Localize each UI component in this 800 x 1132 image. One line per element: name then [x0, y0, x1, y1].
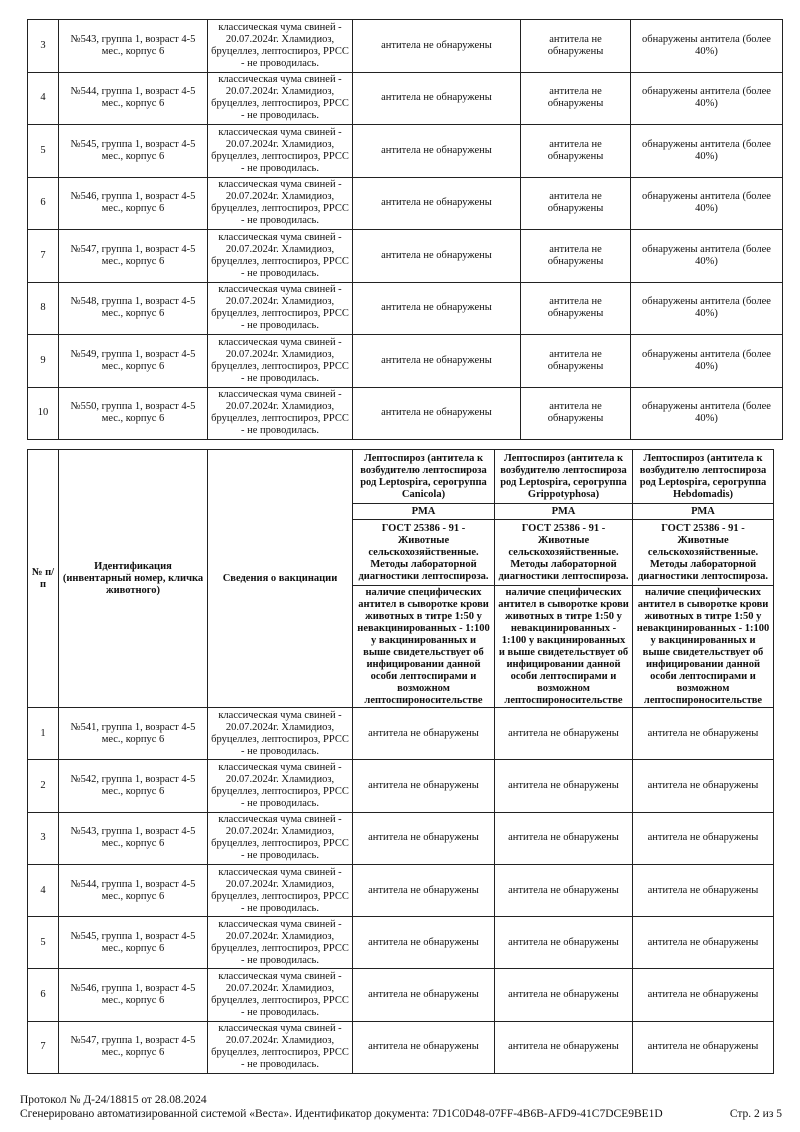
result-cell: антитела не обнаружены	[353, 1021, 495, 1073]
result-cell: антитела не обнаружены	[633, 969, 774, 1021]
animal-identification: №545, группа 1, возраст 4-5 мес., корпус 6	[59, 125, 208, 178]
row-number: 7	[28, 1021, 59, 1073]
animal-identification: №548, группа 1, возраст 4-5 мес., корпус 6	[59, 282, 208, 335]
header-gost: ГОСТ 25386 - 91 - Животные сельскохозяйственные. Методы лабораторной диагностики лептоспироза.	[353, 520, 495, 586]
header-test-title: Лептоспироз (антитела к возбудителю лептоспироза род Leptospira, серогруппа Grippotyphosa)	[495, 450, 633, 504]
animal-identification: №547, группа 1, возраст 4-5 мес., корпус 6	[59, 1021, 208, 1073]
header-norm: наличие специфических антител в сыворотке крови животных в титре 1:50 у невакцинированных - 1:100 у вакцинированных и выше свидетельствует об инфицировании данной особи лептоспирами и возможном лептоспироносительстве	[495, 586, 633, 708]
animal-identification: №549, группа 1, возраст 4-5 мес., корпус 6	[59, 335, 208, 388]
table-row	[28, 230, 783, 283]
row-number: 3	[28, 20, 59, 73]
result-cell: антитела не обнаружены	[495, 812, 633, 864]
table-row	[28, 387, 783, 440]
table-row	[28, 760, 774, 812]
vaccination-info: классическая чума свиней - 20.07.2024г. Хламидиоз, бруцеллез, лептоспироз, РРСС - не проводилась.	[208, 282, 353, 335]
row-number: 7	[28, 230, 59, 283]
animal-identification: №544, группа 1, возраст 4-5 мес., корпус 6	[59, 72, 208, 125]
header-method: РМА	[633, 504, 774, 520]
result-cell: антитела не обнаружены	[353, 969, 495, 1021]
header-number: № п/п	[28, 450, 59, 708]
result-cell: антитела не обнаружены	[495, 969, 633, 1021]
result-cell: антитела не обнаружены	[353, 125, 521, 178]
row-number: 2	[28, 760, 59, 812]
row-number: 3	[28, 812, 59, 864]
table-row	[28, 335, 783, 388]
table-row	[28, 72, 783, 125]
result-cell: антитела не обнаружены	[633, 812, 774, 864]
animal-identification: №541, группа 1, возраст 4-5 мес., корпус 6	[59, 708, 208, 760]
result-cell: антитела не обнаружены	[495, 708, 633, 760]
result-cell: антитела не обнаружены	[521, 335, 631, 388]
row-number: 1	[28, 708, 59, 760]
result-cell: обнаружены антитела (более 40%)	[631, 125, 783, 178]
result-cell: антитела не обнаружены	[633, 1021, 774, 1073]
result-cell: антитела не обнаружены	[353, 812, 495, 864]
row-number: 9	[28, 335, 59, 388]
header-vaccination: Сведения о вакцинации	[208, 450, 353, 708]
animal-identification: №543, группа 1, возраст 4-5 мес., корпус 6	[59, 812, 208, 864]
row-number: 10	[28, 387, 59, 440]
leptospirosis-results-table	[27, 449, 774, 1074]
header-gost: ГОСТ 25386 - 91 - Животные сельскохозяйственные. Методы лабораторной диагностики лептоспироза.	[633, 520, 774, 586]
result-cell: антитела не обнаружены	[633, 917, 774, 969]
vaccination-info: классическая чума свиней - 20.07.2024г. Хламидиоз, бруцеллез, лептоспироз, РРСС - не проводилась.	[208, 812, 353, 864]
result-cell: обнаружены антитела (более 40%)	[631, 282, 783, 335]
row-number: 4	[28, 72, 59, 125]
table-row	[28, 282, 783, 335]
result-cell: обнаружены антитела (более 40%)	[631, 335, 783, 388]
result-cell: антитела не обнаружены	[353, 177, 521, 230]
header-norm: наличие специфических антител в сыворотке крови животных в титре 1:50 у невакцинированных - 1:100 у вакцинированных и выше свидетельствует об инфицировании данной особи лептоспирами и возможном лептоспироносительстве	[633, 586, 774, 708]
result-cell: антитела не обнаружены	[633, 708, 774, 760]
result-cell: антитела не обнаружены	[353, 917, 495, 969]
document-id: Сгенерировано автоматизированной системой «Веста». Идентификатор документа: 7D1C0D48-07FF-4B6B-AFD9-41C7DCE9BE1D	[20, 1108, 663, 1120]
protocol-number: Протокол № Д-24/18815 от 28.08.2024	[20, 1094, 207, 1106]
vaccination-info: классическая чума свиней - 20.07.2024г. Хламидиоз, бруцеллез, лептоспироз, РРСС - не проводилась.	[208, 230, 353, 283]
header-method: РМА	[495, 504, 633, 520]
vaccination-info: классическая чума свиней - 20.07.2024г. Хламидиоз, бруцеллез, лептоспироз, РРСС - не проводилась.	[208, 387, 353, 440]
result-cell: антитела не обнаружены	[633, 760, 774, 812]
result-cell: антитела не обнаружены	[353, 760, 495, 812]
result-cell: обнаружены антитела (более 40%)	[631, 230, 783, 283]
vaccination-info: классическая чума свиней - 20.07.2024г. Хламидиоз, бруцеллез, лептоспироз, РРСС - не проводилась.	[208, 335, 353, 388]
table-row	[28, 917, 774, 969]
animal-identification: №544, группа 1, возраст 4-5 мес., корпус 6	[59, 864, 208, 916]
row-number: 8	[28, 282, 59, 335]
animal-identification: №550, группа 1, возраст 4-5 мес., корпус 6	[59, 387, 208, 440]
table-row	[28, 20, 783, 73]
page-footer	[20, 1093, 782, 1121]
page-number: Стр. 2 из 5	[729, 1108, 782, 1120]
result-cell: антитела не обнаружены	[633, 864, 774, 916]
row-number: 6	[28, 177, 59, 230]
animal-identification: №546, группа 1, возраст 4-5 мес., корпус 6	[59, 177, 208, 230]
table-row	[28, 177, 783, 230]
header-test-title: Лептоспироз (антитела к возбудителю лептоспироза род Leptospira, серогруппа Canicola)	[353, 450, 495, 504]
result-cell: антитела не обнаружены	[353, 335, 521, 388]
row-number: 5	[28, 917, 59, 969]
result-cell: антитела не обнаружены	[521, 20, 631, 73]
vaccination-info: классическая чума свиней - 20.07.2024г. Хламидиоз, бруцеллез, лептоспироз, РРСС - не проводилась.	[208, 708, 353, 760]
header-identification: Идентификация (инвентарный номер, кличка животного)	[59, 450, 208, 708]
animal-identification: №546, группа 1, возраст 4-5 мес., корпус 6	[59, 969, 208, 1021]
vaccination-info: классическая чума свиней - 20.07.2024г. Хламидиоз, бруцеллез, лептоспироз, РРСС - не проводилась.	[208, 72, 353, 125]
result-cell: антитела не обнаружены	[521, 387, 631, 440]
result-cell: антитела не обнаружены	[495, 917, 633, 969]
animal-identification: №545, группа 1, возраст 4-5 мес., корпус 6	[59, 917, 208, 969]
row-number: 4	[28, 864, 59, 916]
result-cell: обнаружены антитела (более 40%)	[631, 177, 783, 230]
vaccination-info: классическая чума свиней - 20.07.2024г. Хламидиоз, бруцеллез, лептоспироз, РРСС - не проводилась.	[208, 969, 353, 1021]
table-row	[28, 969, 774, 1021]
animal-identification: №547, группа 1, возраст 4-5 мес., корпус 6	[59, 230, 208, 283]
row-number: 6	[28, 969, 59, 1021]
header-test-title: Лептоспироз (антитела к возбудителю лептоспироза род Leptospira, серогруппа Hebdomadis)	[633, 450, 774, 504]
animal-identification: №543, группа 1, возраст 4-5 мес., корпус 6	[59, 20, 208, 73]
results-table-continued	[27, 19, 783, 440]
animal-identification: №542, группа 1, возраст 4-5 мес., корпус 6	[59, 760, 208, 812]
header-norm: наличие специфических антител в сыворотке крови животных в титре 1:50 у невакцинированных - 1:100 у вакцинированных и выше свидетельствует об инфицировании данной особи лептоспирами и возможном лептоспироносительстве	[353, 586, 495, 708]
table-row	[28, 708, 774, 760]
table-row	[28, 1021, 774, 1073]
result-cell: антитела не обнаружены	[495, 864, 633, 916]
result-cell: антитела не обнаружены	[353, 708, 495, 760]
result-cell: обнаружены антитела (более 40%)	[631, 72, 783, 125]
header-gost: ГОСТ 25386 - 91 - Животные сельскохозяйственные. Методы лабораторной диагностики лептоспироза.	[495, 520, 633, 586]
result-cell: антитела не обнаружены	[353, 387, 521, 440]
header-method: РМА	[353, 504, 495, 520]
table-row	[28, 864, 774, 916]
result-cell: антитела не обнаружены	[521, 72, 631, 125]
result-cell: антитела не обнаружены	[521, 230, 631, 283]
result-cell: антитела не обнаружены	[495, 760, 633, 812]
vaccination-info: классическая чума свиней - 20.07.2024г. Хламидиоз, бруцеллез, лептоспироз, РРСС - не проводилась.	[208, 1021, 353, 1073]
result-cell: антитела не обнаружены	[521, 282, 631, 335]
result-cell: антитела не обнаружены	[353, 282, 521, 335]
result-cell: обнаружены антитела (более 40%)	[631, 20, 783, 73]
result-cell: антитела не обнаружены	[353, 864, 495, 916]
vaccination-info: классическая чума свиней - 20.07.2024г. Хламидиоз, бруцеллез, лептоспироз, РРСС - не проводилась.	[208, 177, 353, 230]
row-number: 5	[28, 125, 59, 178]
result-cell: антитела не обнаружены	[353, 72, 521, 125]
result-cell: обнаружены антитела (более 40%)	[631, 387, 783, 440]
vaccination-info: классическая чума свиней - 20.07.2024г. Хламидиоз, бруцеллез, лептоспироз, РРСС - не проводилась.	[208, 125, 353, 178]
table-row	[28, 812, 774, 864]
vaccination-info: классическая чума свиней - 20.07.2024г. Хламидиоз, бруцеллез, лептоспироз, РРСС - не проводилась.	[208, 917, 353, 969]
table-row	[28, 125, 783, 178]
vaccination-info: классическая чума свиней - 20.07.2024г. Хламидиоз, бруцеллез, лептоспироз, РРСС - не проводилась.	[208, 20, 353, 73]
vaccination-info: классическая чума свиней - 20.07.2024г. Хламидиоз, бруцеллез, лептоспироз, РРСС - не проводилась.	[208, 864, 353, 916]
result-cell: антитела не обнаружены	[495, 1021, 633, 1073]
result-cell: антитела не обнаружены	[353, 230, 521, 283]
result-cell: антитела не обнаружены	[521, 125, 631, 178]
result-cell: антитела не обнаружены	[353, 20, 521, 73]
vaccination-info: классическая чума свиней - 20.07.2024г. Хламидиоз, бруцеллез, лептоспироз, РРСС - не проводилась.	[208, 760, 353, 812]
result-cell: антитела не обнаружены	[521, 177, 631, 230]
